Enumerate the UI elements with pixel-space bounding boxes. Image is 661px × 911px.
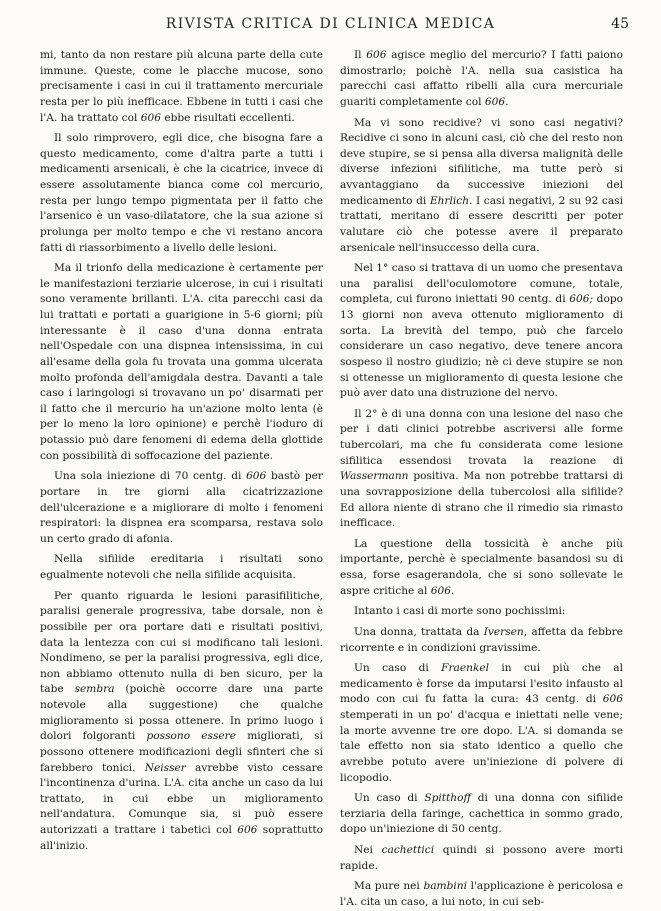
text-run: Un caso di	[354, 792, 425, 805]
journal-title: RIVISTA CRITICA DI CLINICA MEDICA	[165, 16, 496, 32]
text-run: La questione della tossicità è anche più importante, perchè è specialmente basandosi su di essa, forse esagerandola, che si sono sollevate le aspre critiche al	[340, 537, 623, 597]
text-run: Nella sifilide ereditaria i risultati sono egualmente notevoli che nella sifilide acquisita.	[40, 553, 323, 581]
paragraph	[340, 48, 623, 111]
paragraph	[40, 469, 323, 547]
text-run: di una donna con sifilide terziaria della faringe, cachettica in sommo grado, dopo un'iniezione di 50 centg.	[340, 792, 623, 836]
text-run: .	[450, 584, 455, 597]
italic-text: Neisser	[144, 761, 186, 774]
italic-text: Ehrlich	[429, 194, 470, 207]
text-run: agisce meglio del mercurio? I fatti paiono dimostrarlo; poichè l'A. nella sua casistica ha parecchi casi affatto ribelli alla cura mercuriale guariti completamente col	[340, 49, 623, 108]
paragraph	[40, 261, 323, 464]
text-run: Nel 1° caso si trattava di un uomo che presentava una paralisi dell'oculomotore comune, totale, completa, cui furono iniettati 90 centg. di	[340, 262, 623, 306]
paragraph	[40, 552, 323, 583]
text-run: in cui più che al medicamento è forse da imputarsi l'esito infausto al modo con cui fu fatta la cura: 43 centg. di	[340, 662, 623, 706]
italic-text: Spitthoff	[424, 792, 471, 805]
text-run: dopo 13 giorni non aveva ottenuto miglioramento di sorta. La brevità del tempo, può che farcelo considerare un caso negativo, deve tenere ancora sospeso il nostro giudizio; nè ci deve stupire se non si ottenesse un miglioramento di questa lesione che può aver dato una distruzione del nervo.	[340, 293, 623, 400]
text-run: Un caso di	[354, 662, 442, 675]
text-run: Per quanto riguarda le lesioni parasifilitiche, paralisi generale progressiva, tabe dorsale, non è possibile per ora portare dati e risultati positivi, data la lentezza con cui si modificano tali lesioni. Nondimeno, se per la paralisi progressiva, egli dice, non abbiamo ottenuto nulla di ben sicuro, per la tabe	[40, 589, 323, 696]
paragraph	[340, 537, 623, 600]
text-run: stemperati in un po' d'acqua e iniettati nelle vene; la morte avvenne tre ore dopo. L'A. si domanda se tale effetto non sia stato identico a quello che avrebbe potuto avere un'iniezione di polvere di licopodio.	[340, 709, 623, 784]
running-header	[32, 16, 629, 36]
italic-text: 606	[246, 470, 267, 483]
text-run: .	[505, 95, 509, 108]
italic-text: 606	[140, 111, 161, 124]
paragraph	[340, 261, 623, 402]
text-run: ebbe risultati eccellenti.	[160, 111, 295, 124]
paragraph	[340, 116, 623, 257]
text-run: avrebbe visto cessare l'incontinenza d'urina. L'A. cita anche un caso da lui trattato, in cui ebbe un miglioramento nell'andatura. Comunque sia, si può essere autorizzati a trattare i tabetici col	[40, 761, 323, 836]
paragraph	[340, 625, 623, 656]
italic-text: Iversen	[483, 625, 524, 638]
right-column	[340, 48, 623, 911]
text-run: Ma il trionfo della medicazione è certamente per le manifestazioni terziarie ulcerose, in cui i risultati sono veramente brillanti. L'A. cita parecchi casi da lui trattati e portati a guarigione in 5-6 giorni; più interessante è il caso d'una donna entrata nell'Ospedale con una dispnea intensissima, in cui all'esame della gola fu trovata una gomma ulcerata molto profonda dell'amigdala destra. Davanti a tale caso i laringologi si trovavano un po' disarmati per il fatto che il mercurio ha un'azione molto lenta (è per lo meno la loro opinione) e perchè l'ioduro di potassio può dare fenomeni di edema della glottide con possibilità di soffocazione del paziente.	[40, 262, 323, 462]
text-run: Nei	[354, 844, 382, 856]
text-run: Il solo rimprovero, egli dice, che bisogna fare a questo medicamento, come d'altra parte a tutti i medicamenti arsenicali, è che la cicatrice, invece di essere assolutamente bianca come col mercurio, resta per lungo tempo pigmentata per il fatto che l'arsenico è un vaso-dilatatore, che la sua azione si prolunga per molto tempo e che vi restano ancora fatti di riassorbimento a livello delle lesioni.	[40, 132, 323, 254]
paragraph	[340, 791, 623, 838]
italic-text: Wassermann	[340, 470, 409, 483]
paragraph	[40, 48, 323, 126]
text-run: Ma vi sono recidive? vi sono casi negativi? Recidive ci sono in alcuni casi, ciò che del resto non deve stupire, se si pensa alla diversa malignità delle diverse infezioni sifilitiche, ma tutte però si avvantaggiano da successive iniezioni del medicamento di	[340, 116, 623, 207]
italic-text: 606	[430, 584, 451, 597]
paragraph	[340, 661, 623, 786]
text-run: , affetta da febbre ricorrente e in condizioni gravissime.	[340, 625, 623, 654]
text-run: quindi si possono avere morti rapide.	[340, 844, 624, 872]
paragraph	[340, 407, 623, 532]
text-run: migliorati, si possono ottenere modificazioni degli sfinteri che si farebbero tonici.	[40, 730, 324, 774]
italic-text: 606;	[569, 293, 594, 306]
page-number: 45	[611, 16, 629, 32]
text-run: mi, tanto da non restare più alcuna parte della cute immune. Queste, come le placche mucose, sono precisamente i casi in cui il trattamento mercuriale resta per lo più inefficace. Ebbene in tutti i casi che l'A. ha trattato col	[40, 49, 323, 124]
text-run: Una donna, trattata da	[354, 625, 484, 638]
text-run: soprattutto all'inizio.	[40, 824, 323, 852]
text-run: bastò per portare in tre giorni alla cicatrizzazione dell'ulcerazione e a migliorare di molto i fenomeni respiratori: la dispnea era scomparsa, restava solo un certo grado di afonia.	[40, 470, 323, 545]
text-run: (poichè occorre dare una parte notevole alla suggestione) che qualche miglioramento si possa ottenere. In primo luogo i dolori folgoranti	[40, 683, 323, 743]
paragraph	[40, 131, 323, 256]
italic-text: cachettici	[381, 844, 435, 856]
text-run: Il	[354, 49, 367, 61]
italic-text: Fraenkel	[441, 662, 490, 675]
paragraph	[340, 604, 623, 620]
text-run: . I casi negativi, 2 su 92 casi trattati, meritano di essere descritti per poter valutare ciò che potesse avere il preparato arsenicale nell'insuccesso della cura.	[340, 194, 624, 254]
left-column	[40, 48, 323, 854]
italic-text: 606	[237, 824, 258, 836]
italic-text: bambini	[423, 880, 467, 893]
text-run: Intanto i casi di morte sono pochissimi:	[354, 605, 566, 618]
text-run: Il 2° è di una donna con una lesione del naso che per i dati clinici potrebbe ascriversi alle forme tubercolari, ma che fu considerata come lesione sifilitica essendosi trovata la reazione di	[340, 407, 623, 467]
text-run: Ma pure nei	[354, 880, 424, 893]
italic-text: 606	[366, 49, 387, 61]
paragraph	[340, 843, 623, 874]
italic-text: 606	[602, 693, 623, 706]
italic-text: 606	[484, 95, 506, 108]
text-run: Una sola iniezione di 70 centg. di	[54, 470, 247, 483]
italic-text: possono essere	[146, 730, 237, 743]
paragraph	[340, 879, 623, 910]
text-run: positiva. Ma non potrebbe trattarsi di una sovrapposizione della tubercolosi alla sifilide? Ed allora niente di strano che il rimedio sia rimasto inefficace.	[340, 470, 623, 530]
italic-text: sembra	[74, 683, 115, 696]
text-run: l'applicazione è pericolosa e l'A. cita un caso, a lui noto, in cui seb-	[340, 880, 623, 908]
paragraph	[40, 589, 323, 855]
